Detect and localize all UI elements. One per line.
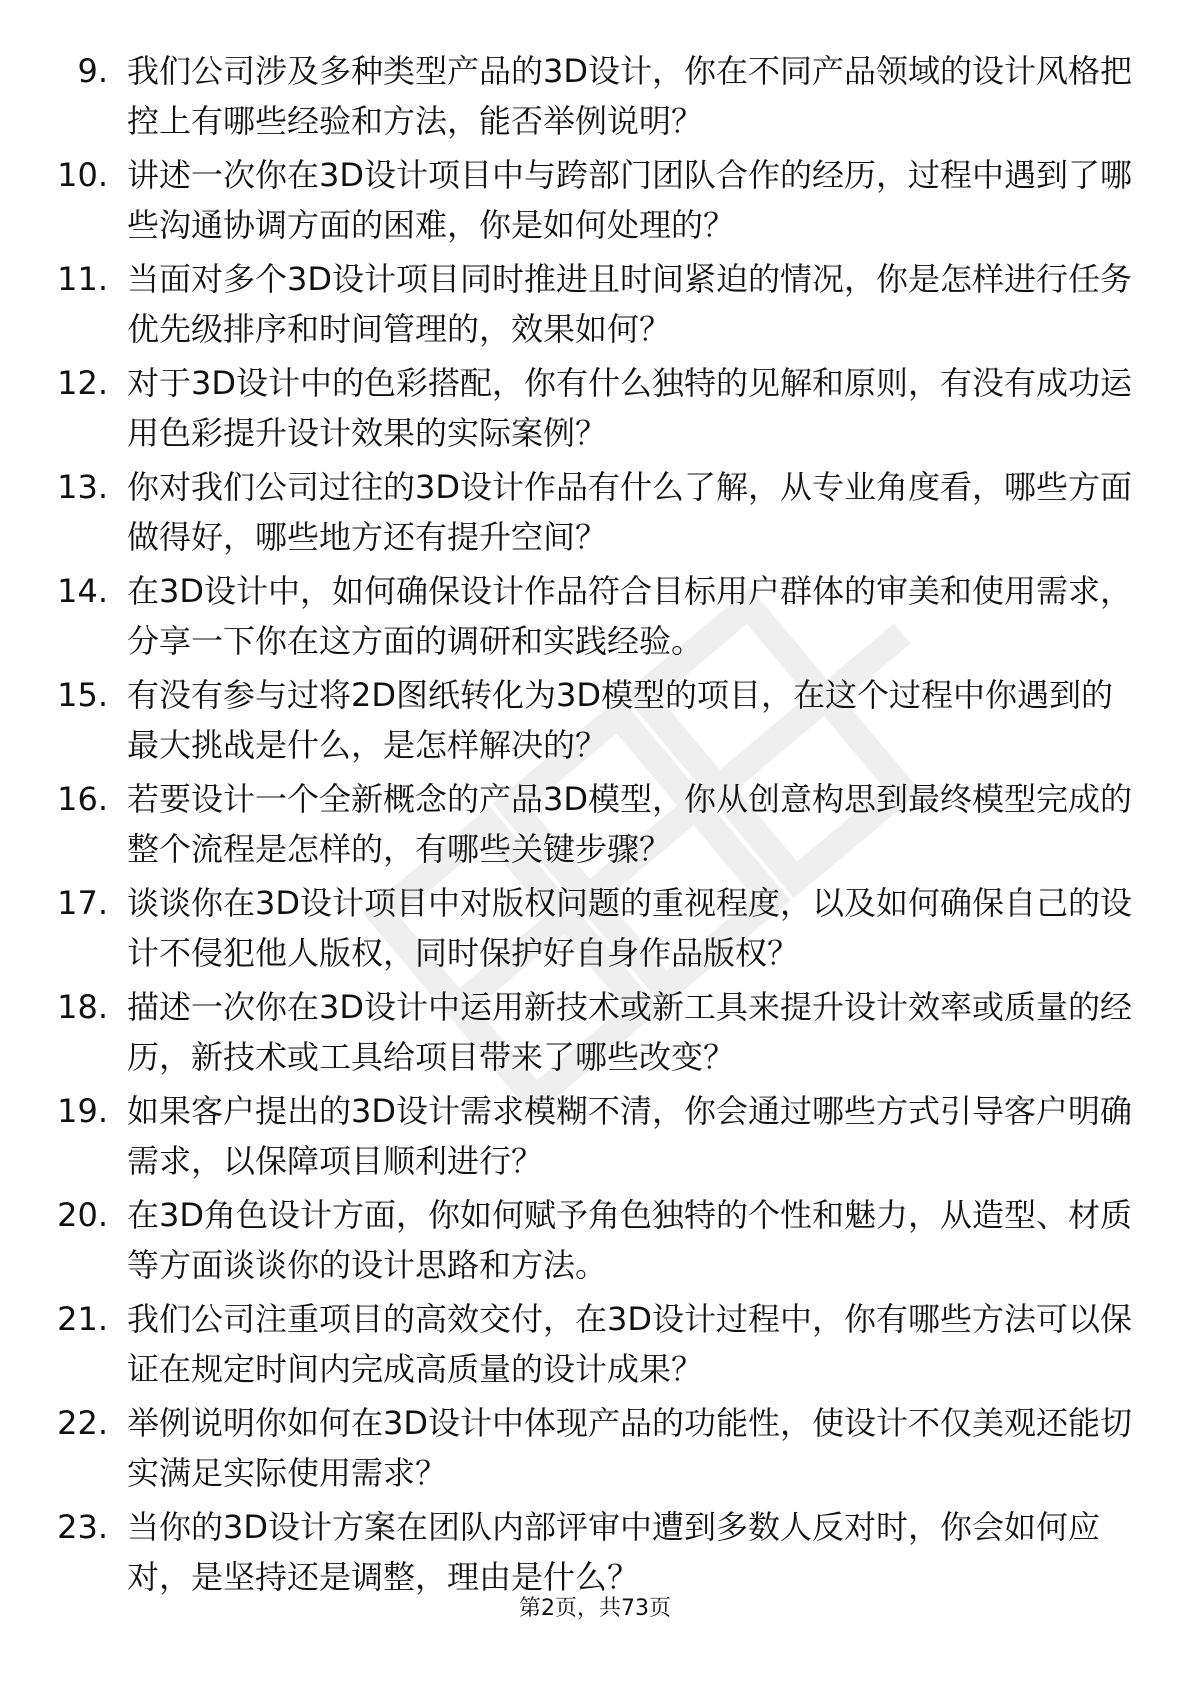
question-item bbox=[0, 670, 1190, 770]
page-number-label: 第2页，共73页 bbox=[519, 1596, 671, 1621]
question-number: 13. bbox=[57, 468, 108, 506]
question-text: 我们公司注重项目的高效交付，在3D设计过程中，你有哪些方法可以保证在规定时间内完成高质量的设计成果？ bbox=[127, 1300, 1133, 1388]
question-text: 讲述一次你在3D设计项目中与跨部门团队合作的经历，过程中遇到了哪些沟通协调方面的困难，你是如何处理的？ bbox=[127, 156, 1133, 244]
page-footer bbox=[0, 1594, 1190, 1624]
question-number: 16. bbox=[57, 780, 108, 818]
question-item bbox=[0, 150, 1190, 250]
question-number: 12. bbox=[57, 364, 108, 402]
question-text: 若要设计一个全新概念的产品3D模型，你从创意构思到最终模型完成的整个流程是怎样的，有哪些关键步骤？ bbox=[127, 780, 1133, 868]
question-text: 当你的3D设计方案在团队内部评审中遭到多数人反对时，你会如何应对，是坚持还是调整，理由是什么？ bbox=[127, 1508, 1101, 1596]
question-text: 描述一次你在3D设计中运用新技术或新工具来提升设计效率或质量的经历，新技术或工具给项目带来了哪些改变？ bbox=[127, 988, 1133, 1076]
question-number: 11. bbox=[57, 260, 108, 298]
question-text: 在3D设计中，如何确保设计作品符合目标用户群体的审美和使用需求，分享一下你在这方面的调研和实践经验。 bbox=[127, 572, 1133, 660]
question-number: 15. bbox=[57, 676, 108, 714]
question-number: 9. bbox=[77, 52, 108, 90]
question-item bbox=[0, 1502, 1190, 1602]
question-list bbox=[0, 46, 1190, 1606]
question-number: 17. bbox=[57, 884, 108, 922]
question-number: 22. bbox=[57, 1404, 108, 1442]
question-item bbox=[0, 254, 1190, 354]
question-text: 当面对多个3D设计项目同时推进且时间紧迫的情况，你是怎样进行任务优先级排序和时间管理的，效果如何？ bbox=[127, 260, 1133, 348]
question-text: 谈谈你在3D设计项目中对版权问题的重视程度，以及如何确保自己的设计不侵犯他人版权，同时保护好自身作品版权？ bbox=[127, 884, 1133, 972]
question-text: 有没有参与过将2D图纸转化为3D模型的项目，在这个过程中你遇到的最大挑战是什么，是怎样解决的？ bbox=[127, 676, 1114, 764]
question-item bbox=[0, 774, 1190, 874]
question-number: 23. bbox=[57, 1508, 108, 1546]
question-text: 举例说明你如何在3D设计中体现产品的功能性，使设计不仅美观还能切实满足实际使用需求？ bbox=[127, 1404, 1133, 1492]
question-item bbox=[0, 1398, 1190, 1498]
question-item bbox=[0, 46, 1190, 146]
question-number: 21. bbox=[57, 1300, 108, 1338]
question-item bbox=[0, 462, 1190, 562]
question-number: 19. bbox=[57, 1092, 108, 1130]
question-item bbox=[0, 358, 1190, 458]
question-number: 20. bbox=[57, 1196, 108, 1234]
question-item bbox=[0, 878, 1190, 978]
question-text: 我们公司涉及多种类型产品的3D设计，你在不同产品领域的设计风格把控上有哪些经验和方法，能否举例说明？ bbox=[127, 52, 1133, 140]
question-text: 对于3D设计中的色彩搭配，你有什么独特的见解和原则，有没有成功运用色彩提升设计效果的实际案例？ bbox=[127, 364, 1133, 452]
question-text: 如果客户提出的3D设计需求模糊不清，你会通过哪些方式引导客户明确需求，以保障项目顺利进行？ bbox=[127, 1092, 1133, 1180]
question-number: 10. bbox=[57, 156, 108, 194]
question-number: 14. bbox=[57, 572, 108, 610]
question-text: 在3D角色设计方面，你如何赋予角色独特的个性和魅力，从造型、材质等方面谈谈你的设计思路和方法。 bbox=[127, 1196, 1133, 1284]
question-item bbox=[0, 1086, 1190, 1186]
question-text: 你对我们公司过往的3D设计作品有什么了解，从专业角度看，哪些方面做得好，哪些地方还有提升空间？ bbox=[127, 468, 1133, 556]
question-item bbox=[0, 1294, 1190, 1394]
question-number: 18. bbox=[57, 988, 108, 1026]
question-item bbox=[0, 566, 1190, 666]
question-item bbox=[0, 1190, 1190, 1290]
question-item bbox=[0, 982, 1190, 1082]
